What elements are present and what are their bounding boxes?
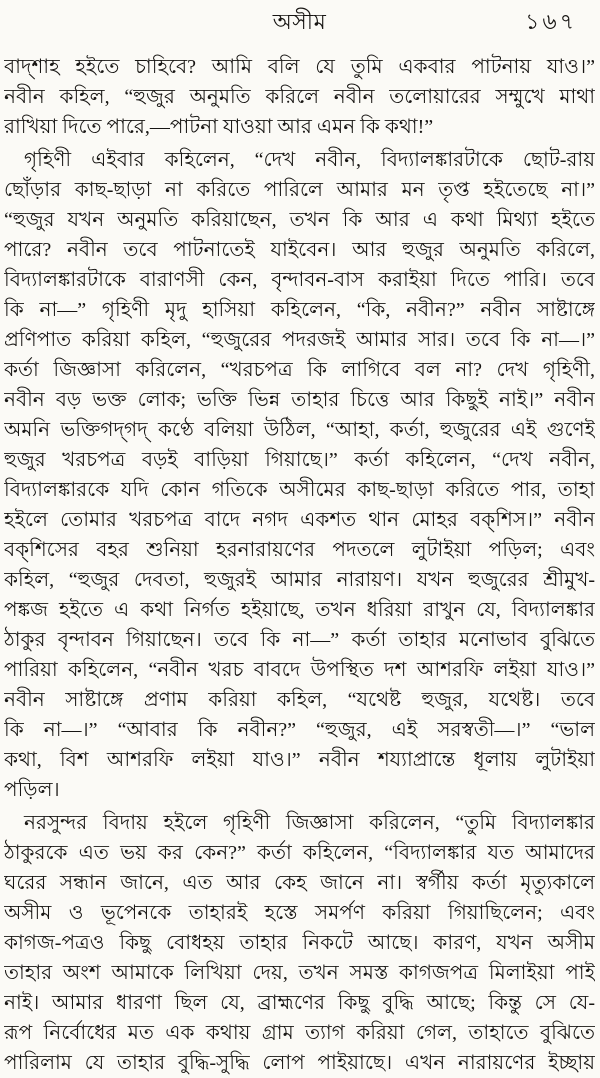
text-line: হইলে তোমার খরচপত্র বাদে নগদ একশত থান মোহর বক্‌শিস।” নবীন bbox=[4, 509, 595, 531]
text-line: নরসুন্দর বিদায় হইলে গৃহিণী জিজ্ঞাসা করিলেন, “তুমি বিদ্যালঙ্কার bbox=[24, 812, 595, 834]
paragraph bbox=[4, 145, 595, 805]
text-line: বিদ্যালঙ্কারকে যদি কোন গতিকে অসীমের কাছ-ছাড়া করিতে পার, তাহা bbox=[4, 479, 595, 501]
text-line: ঘরের সন্ধান জানে, এত আর কেহ জানে না। স্বর্গীয় কর্তা মৃত্যুকালে bbox=[4, 872, 595, 894]
text-line: বিদ্যালঙ্কারটাকে বারাণসী কেন, বৃন্দাবন-বাস করাইয়া দিতে পারি। তবে bbox=[4, 269, 595, 291]
text-line: ঠাকুরকে এত ভয় কর কেন?” কর্তা কহিলেন, “বিদ্যালঙ্কার যত আমাদের bbox=[4, 842, 595, 864]
text-line: নবীন কহিল, “হুজুর অনুমতি করিলে নবীন তলোয়ারের সম্মুখে মাথা bbox=[4, 86, 595, 108]
text-line: পারিয়া কহিলেন, “নবীন খরচ বাবদে উপস্থিত দশ আশরফি লইয়া যাও।” bbox=[4, 659, 595, 681]
text-line: পঙ্কজ হইতে এ কথা নির্গত হইয়াছে, তখন ধরিয়া রাখুন যে, বিদ্যালঙ্কার bbox=[4, 599, 595, 621]
text-line: পড়িল। bbox=[4, 779, 60, 801]
text-line: কি না—” গৃহিণী মৃদু হাসিয়া কহিলেন, “কি, নবীন?” নবীন সাষ্টাঙ্গে bbox=[4, 299, 595, 321]
page-body bbox=[4, 52, 595, 1078]
text-line: প্রণিপাত করিয়া কহিল, “হুজুরের পদরজই আমার সার। তবে কি না—।” bbox=[4, 329, 595, 351]
text-line: নবীন সাষ্টাঙ্গে প্রণাম করিয়া কহিল, “যথেষ্ট হুজুর, যথেষ্ট। তবে bbox=[4, 689, 595, 711]
page-header bbox=[4, 8, 595, 40]
text-line: কি না—।” “আবার কি নবীন?” “হুজুর, এই সরস্বতী—।” “ভাল bbox=[4, 719, 595, 741]
text-line: ঠাকুর বৃন্দাবন গিয়াছেন। তবে কি না—” কর্তা তাহার মনোভাব বুঝিতে bbox=[4, 629, 595, 651]
text-line: কথা, বিশ আশরফি লইয়া যাও।” নবীন শয্যাপ্রান্তে ধূলায় লুটাইয়া bbox=[4, 749, 595, 771]
text-line: অমনি ভক্তিগদ্‌গদ্‌ কণ্ঠে বলিয়া উঠিল, “আহা, কর্তা, হুজুরের এই গুণেই bbox=[4, 419, 595, 441]
text-line: পারিলাম যে তাহার বুদ্ধি-সুদ্ধি লোপ পাইয়াছে। এখন নারায়ণের ইচ্ছায় bbox=[4, 1052, 595, 1074]
text-line: পারে? নবীন তবে পাটনাতেই যাইবেন। আর হুজুর অনুমতি করিলে, bbox=[4, 239, 595, 261]
text-line: কর্তা জিজ্ঞাসা করিলেন, “খরচপত্র কি লাগিবে বল না? দেখ গৃহিণী, bbox=[4, 359, 595, 381]
text-line: রাখিয়া দিতে পারে,—পাটনা যাওয়া আর এমন কি কথা!” bbox=[4, 116, 434, 138]
text-line: নবীন বড় ভক্ত লোক; ভক্তি ভিন্ন তাহার চিত্তে আর কিছুই নাই।” নবীন bbox=[4, 389, 595, 411]
chapter-title: অসীম bbox=[272, 9, 327, 34]
page-number: ১৬৭ bbox=[525, 9, 577, 34]
text-line: নাই। আমার ধারণা ছিল যে, ব্রাহ্মণের কিছু বুদ্ধি আছে; কিন্তু সে যে- bbox=[4, 992, 595, 1014]
text-line: বক্‌শিসের বহর শুনিয়া হরনারায়ণের পদতলে লুটাইয়া পড়িল; এবং bbox=[4, 539, 595, 561]
text-line: “হুজুর যখন অনুমতি করিয়াছেন, তখন কি আর এ কথা মিথ্যা হইতে bbox=[4, 209, 595, 231]
text-line: কহিল, “হুজুর দেবতা, হুজুরই আমার নারায়ণ। যখন হুজুরের শ্রীমুখ- bbox=[4, 569, 595, 591]
text-line: অসীম ও ভূপেনকে তাহারই হস্তে সমর্পণ করিয়া গিয়াছিলেন; এবং bbox=[4, 902, 595, 924]
paragraph bbox=[4, 808, 595, 1078]
text-line: কাগজ-পত্রও কিছু বোধহয় তাহার নিকটে আছে। কারণ, যখন অসীম bbox=[4, 932, 595, 954]
text-line: হুজুর খরচপত্র বড়ই বাড়িয়া গিয়াছে।” কর্তা কহিলেন, “দেখ নবীন, bbox=[4, 449, 595, 471]
paragraph bbox=[4, 52, 595, 142]
text-line: তাহার অংশ আমাকে লিখিয়া দেয়, তখন সমস্ত কাগজপত্র মিলাইয়া পাই bbox=[4, 962, 595, 984]
text-line: রূপ নির্বোধের মত এক কথায় গ্রাম ত্যাগ করিয়া গেল, তাহাতে বুঝিতে bbox=[4, 1022, 595, 1044]
text-line: বাদ্‌শাহ হইতে চাহিবে? আমি বলি যে তুমি একবার পাটনায় যাও।” bbox=[4, 56, 595, 78]
text-line: গৃহিণী এইবার কহিলেন, “দেখ নবীন, বিদ্যালঙ্কারটাকে ছোট-রায় bbox=[24, 149, 595, 171]
text-line: ছোঁড়ার কাছ-ছাড়া না করিতে পারিলে আমার মন তৃপ্ত হইতেছে না।” bbox=[4, 179, 595, 201]
